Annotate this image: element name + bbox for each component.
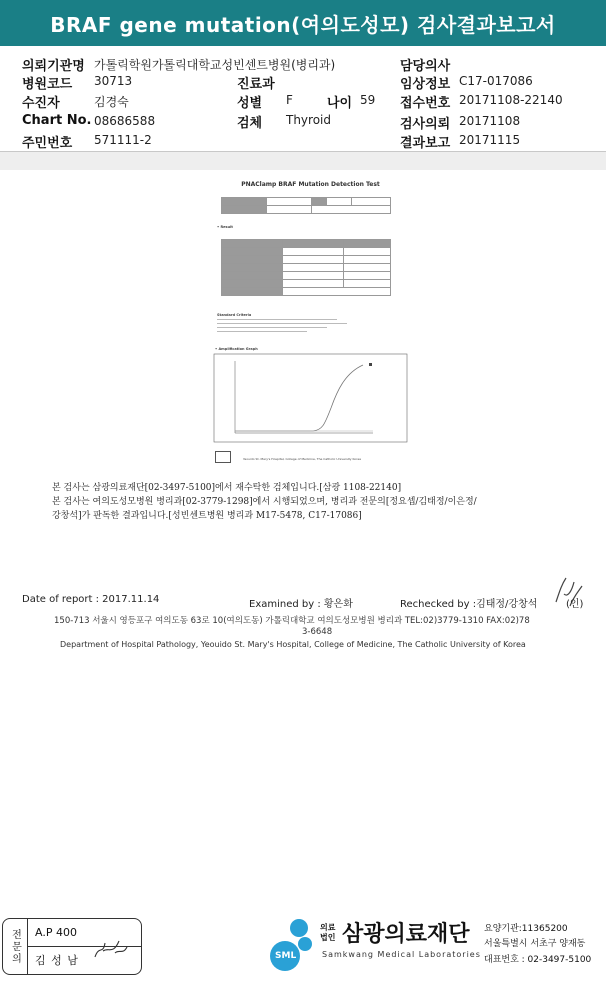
logo-dot [290, 919, 308, 937]
chart-no-value: 08686588 [94, 114, 156, 128]
table-cell [222, 206, 267, 214]
table-cell [344, 264, 391, 272]
specialist-name: 김 성 남 [35, 954, 79, 967]
table-cell [344, 240, 391, 248]
criteria-text-line [217, 331, 307, 332]
agency-number: 요양기관:11365200 [484, 924, 568, 934]
table-cell [283, 240, 344, 248]
table-cell [222, 264, 283, 272]
table-cell [283, 272, 344, 280]
table-cell [283, 264, 344, 272]
foundation-name: 삼광의료재단 [342, 922, 470, 947]
address-line-1: 150-713 서울시 영등포구 여의도동 63로 10(여의도동) 가톨릭대학교 여의도성모병원 병리과 TEL:02)3779-1310 FAX:02)78 [54, 616, 530, 626]
age-value: 59 [360, 93, 376, 107]
criteria-text-line [217, 319, 337, 320]
foundation-address: 서울특별시 서초구 양재동 [484, 939, 586, 949]
table-cell [222, 240, 283, 248]
examined-by: Examined by : 황은화 [249, 599, 353, 610]
specialist-vertical-label: 전문의 [3, 919, 28, 974]
specialist-stamp [2, 918, 142, 975]
sex-label: 성별 [237, 96, 263, 111]
hospital-code-value: 30713 [94, 74, 133, 88]
logo-dot [298, 937, 312, 951]
id-no-label: 주민번호 [22, 136, 73, 151]
table-cell [312, 206, 391, 214]
date-of-report: Date of report : 2017.11.14 [22, 594, 160, 605]
report-title: BRAF gene mutation(여의도성모) 검사결과보고서 [0, 0, 606, 46]
request-date-label: 검사의뢰 [400, 117, 451, 132]
table-cell [222, 248, 283, 256]
pnaclamp-title: PNAClamp BRAF Mutation Detection Test [241, 181, 380, 188]
chart-no-label: Chart No. [22, 113, 92, 128]
patient-value: 김경숙 [94, 95, 129, 109]
table-cell [222, 256, 283, 264]
receipt-no-label: 접수번호 [400, 96, 451, 111]
criteria-heading: Standard Criteria [217, 313, 252, 317]
foundation-phone: 대표번호 : 02-3497-5100 [484, 955, 592, 965]
doctor-label: 담당의사 [400, 59, 451, 74]
graph-frame [214, 354, 407, 442]
table-cell [283, 288, 391, 296]
table-cell [344, 272, 391, 280]
legend-swatch [369, 363, 372, 366]
amplification-graph [213, 353, 408, 448]
narrative-line-2: 본 검사는 여의도성모병원 병리과[02-3779-1298]에서 시행되었으며, 병리과 전문의[정요셉/김태정/이은정/ [52, 497, 477, 507]
requesting-org-label: 의뢰기관명 [22, 59, 85, 74]
pnaclamp-report [213, 181, 408, 466]
department-label: 진료과 [237, 77, 275, 92]
narrative-line-3: 강창석]가 판독한 결과입니다.[성빈센트병원 병리과 M17-5478, C17-17086] [52, 511, 362, 521]
table-cell [344, 280, 391, 288]
table-cell [283, 248, 344, 256]
table-cell [327, 198, 352, 206]
clinical-info-value: C17-017086 [459, 74, 533, 88]
patient-info-section [0, 52, 606, 150]
criteria-text-line [217, 323, 347, 324]
table-cell [267, 206, 312, 214]
table-cell [222, 272, 283, 280]
table-cell [344, 248, 391, 256]
narrative-line-1: 본 검사는 삼광의료재단[02-3497-5100]에서 재수탁한 검체입니다.[삼광 1108-22140] [52, 483, 402, 493]
receipt-no-value: 20171108-22140 [459, 93, 563, 107]
seal-mark: (인) [566, 599, 584, 610]
hospital-code-label: 병원코드 [22, 77, 73, 92]
report-date-value: 20171115 [459, 133, 521, 147]
institution-line: Yeouido St. Mary's Hospital, College of Medicine, The Catholic University Korea [243, 457, 361, 461]
scan-border [0, 152, 606, 170]
graph-heading: • Amplification Graph [215, 347, 258, 351]
department-line: Department of Hospital Pathology, Yeouido St. Mary's Hospital, College of Medicine, The Catholic University of Korea [60, 640, 526, 649]
result-table [221, 239, 391, 296]
specialist-signature [91, 935, 131, 965]
age-label: 나이 [327, 96, 353, 111]
license-number: A.P 400 [35, 926, 77, 939]
address-line-2: 3-6648 [302, 627, 333, 637]
clinical-info-label: 임상정보 [400, 77, 451, 92]
report-date-label: 결과보고 [400, 136, 451, 151]
table-cell [283, 256, 344, 264]
rechecked-by: Rechecked by :김태정/강창석 [400, 599, 538, 610]
table-cell [312, 198, 327, 206]
id-no-value: 571111-2 [94, 133, 152, 147]
table-cell [344, 256, 391, 264]
panagene-logo [215, 451, 231, 463]
table-cell [352, 198, 391, 206]
foundation-name-en: Samkwang Medical Laboratories [322, 950, 481, 959]
table-cell [267, 198, 312, 206]
sex-value: F [286, 93, 293, 107]
medical-corp-label: 의료법인 [320, 923, 336, 942]
table-cell [283, 280, 344, 288]
result-heading: • Result [217, 225, 233, 229]
requesting-org-value: 가톨릭학원가톨릭대학교성빈센트병원(병리과) [94, 58, 336, 72]
table-cell [222, 280, 283, 288]
sml-text: SML [275, 951, 297, 961]
table-cell [222, 288, 283, 296]
specimen-label: 검체 [237, 116, 263, 131]
specimen-value: Thyroid [286, 113, 331, 127]
criteria-text-line [217, 327, 327, 328]
patient-label: 수진자 [22, 96, 60, 111]
foundation-logo [268, 917, 320, 973]
sample-info-table [221, 197, 391, 214]
request-date-value: 20171108 [459, 114, 521, 128]
table-cell [222, 198, 267, 206]
